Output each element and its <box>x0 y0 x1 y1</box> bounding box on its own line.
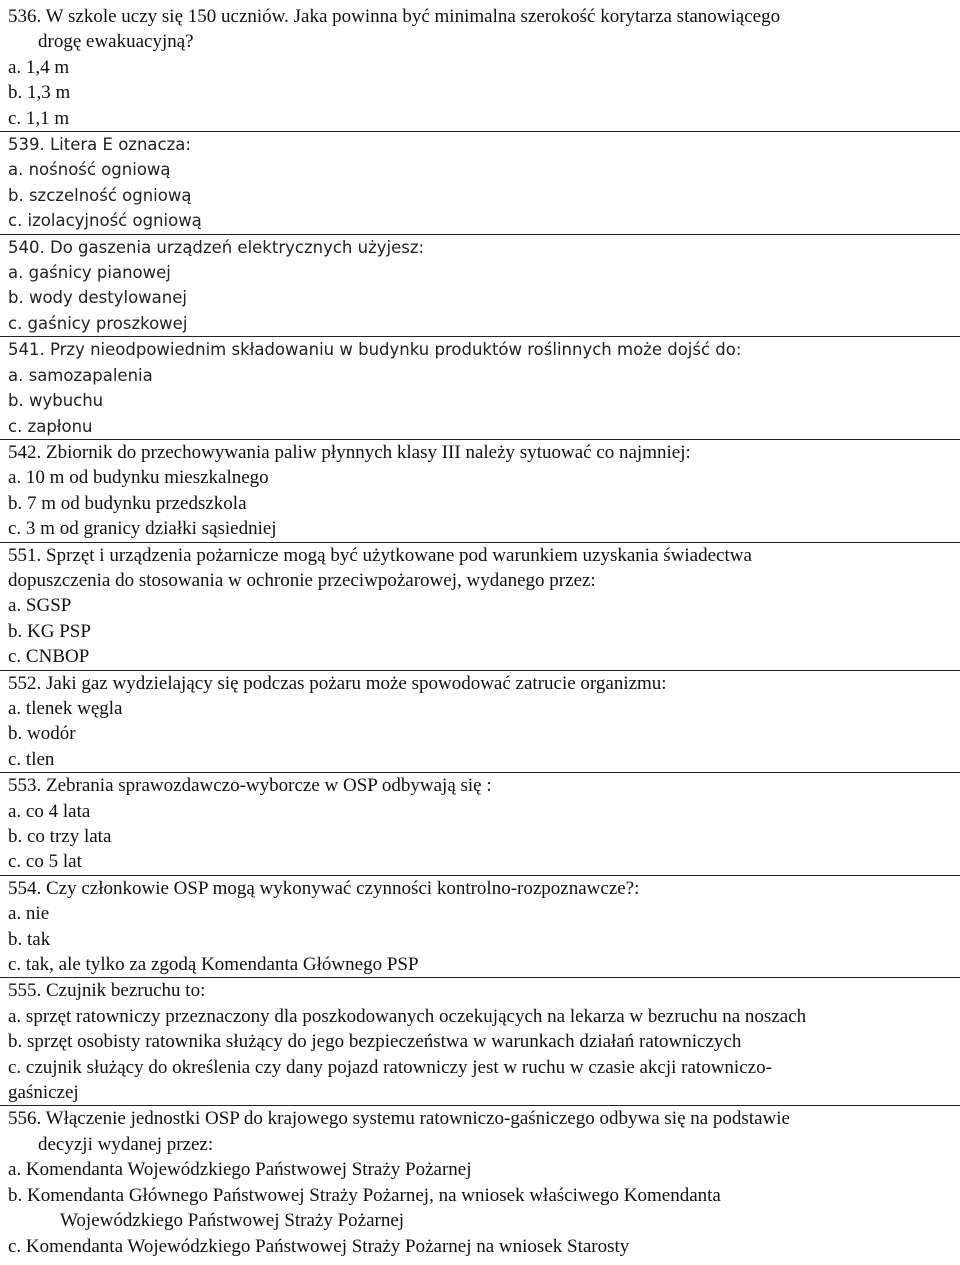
answer-option-c: c. Komendanta Wojewódzkiego Państwowej Straży Pożarnej na wniosek Starosty <box>8 1235 630 1257</box>
question-text: 555. Czujnik bezruchu to: <box>8 980 206 1002</box>
answer-option-b: b. wodór <box>8 723 76 745</box>
question-556 <box>0 1105 960 1258</box>
answer-option-a: a. 10 m od budynku mieszkalnego <box>8 467 269 489</box>
question-551 <box>0 542 960 670</box>
question-text: 551. Sprzęt i urządzenia pożarnicze mogą być użytkowane pod warunkiem uzyskania świadectwa <box>8 544 752 566</box>
question-text: 556. Włączenie jednostki OSP do krajowego systemu ratowniczo-gaśniczego odbywa się na podstawie <box>8 1108 790 1130</box>
question-539 <box>0 131 960 234</box>
answer-option-c: c. tak, ale tylko za zgodą Komendanta Głównego PSP <box>8 954 419 976</box>
answer-option-b: b. 1,3 m <box>8 82 71 104</box>
answer-option-c: c. co 5 lat <box>8 851 82 873</box>
answer-option-a: a. tlenek węgla <box>8 697 123 719</box>
answer-option-c: c. czujnik służący do określenia czy dany pojazd ratowniczy jest w ruchu w czasie akcji ratowniczo- <box>8 1056 772 1078</box>
answer-option-c: c. izolacyjność ogniową <box>8 211 202 231</box>
answer-option-a: a. sprzęt ratowniczy przeznaczony dla poszkodowanych oczekujących na lekarza w bezruchu na noszach <box>8 1005 807 1027</box>
question-text: 536. W szkole uczy się 150 uczniów. Jaka powinna być minimalna szerokość korytarza stanowiącego <box>8 6 781 27</box>
answer-option-b: b. KG PSP <box>8 620 91 642</box>
answer-option-a: a. samozapalenia <box>8 365 153 385</box>
answer-option-a: a. 1,4 m <box>8 56 70 78</box>
answer-option-b: b. tak <box>8 928 51 950</box>
answer-option-c: c. 1,1 m <box>8 107 70 129</box>
answer-option-b: b. 7 m od budynku przedszkola <box>8 492 247 514</box>
question-554 <box>0 875 960 978</box>
question-text: 542. Zbiornik do przechowywania paliw płynnych klasy III należy sytuować co najmniej: <box>8 441 691 463</box>
question-text: 554. Czy członkowie OSP mogą wykonywać czynności kontrolno-rozpoznawcze?: <box>8 877 640 899</box>
answer-option-b: b. wody destylowanej <box>8 288 187 308</box>
question-536 <box>0 4 960 131</box>
question-541 <box>0 336 960 439</box>
question-555 <box>0 977 960 1105</box>
question-553 <box>0 772 960 875</box>
answer-option-b-continued: Wojewódzkiego Państwowej Straży Pożarnej <box>60 1210 405 1232</box>
answer-option-c: c. zapłonu <box>8 416 93 436</box>
answer-option-c-continued: gaśniczej <box>8 1082 79 1104</box>
question-542 <box>0 439 960 542</box>
answer-option-b: b. co trzy lata <box>8 826 112 847</box>
answer-option-c: c. CNBOP <box>8 646 90 668</box>
answer-option-a: a. Komendanta Wojewódzkiego Państwowej Straży Pożarnej <box>8 1159 472 1181</box>
answer-option-c: c. 3 m od granicy działki sąsiedniej <box>8 518 277 540</box>
question-text-continued: decyzji wydanej przez: <box>38 1133 214 1155</box>
question-552 <box>0 670 960 773</box>
answer-option-c: c. tlen <box>8 748 55 770</box>
answer-option-a: a. gaśnicy pianowej <box>8 263 171 283</box>
answer-option-b: b. szczelność ogniową <box>8 185 192 205</box>
question-text: 553. Zebrania sprawozdawczo-wyborcze w OSP odbywają się : <box>8 775 492 797</box>
answer-option-a: a. co 4 lata <box>8 800 91 822</box>
answer-option-a: a. nośność ogniową <box>8 160 171 180</box>
answer-option-a: a. nie <box>8 903 50 925</box>
answer-option-c: c. gaśnicy proszkowej <box>8 313 188 333</box>
answer-option-b: b. wybuchu <box>8 391 104 411</box>
question-540 <box>0 234 960 337</box>
question-text: 540. Do gaszenia urządzeń elektrycznych użyjesz: <box>8 237 425 257</box>
question-text: 552. Jaki gaz wydzielający się podczas pożaru może spowodować zatrucie organizmu: <box>8 672 667 694</box>
question-text-continued: drogę ewakuacyjną? <box>38 31 194 53</box>
question-text-continued: dopuszczenia do stosowania w ochronie przeciwpożarowej, wydanego przez: <box>8 569 596 591</box>
answer-option-b: b. sprzęt osobisty ratownika służący do jego bezpieczeństwa w warunkach działań ratowniczych <box>8 1031 742 1053</box>
answer-option-b: b. Komendanta Głównego Państwowej Straży Pożarnej, na wniosek właściwego Komendanta <box>8 1184 721 1206</box>
question-text: 539. Litera E oznacza: <box>8 135 191 155</box>
question-text: 541. Przy nieodpowiednim składowaniu w budynku produktów roślinnych może dojść do: <box>8 340 742 360</box>
answer-option-a: a. SGSP <box>8 595 72 617</box>
